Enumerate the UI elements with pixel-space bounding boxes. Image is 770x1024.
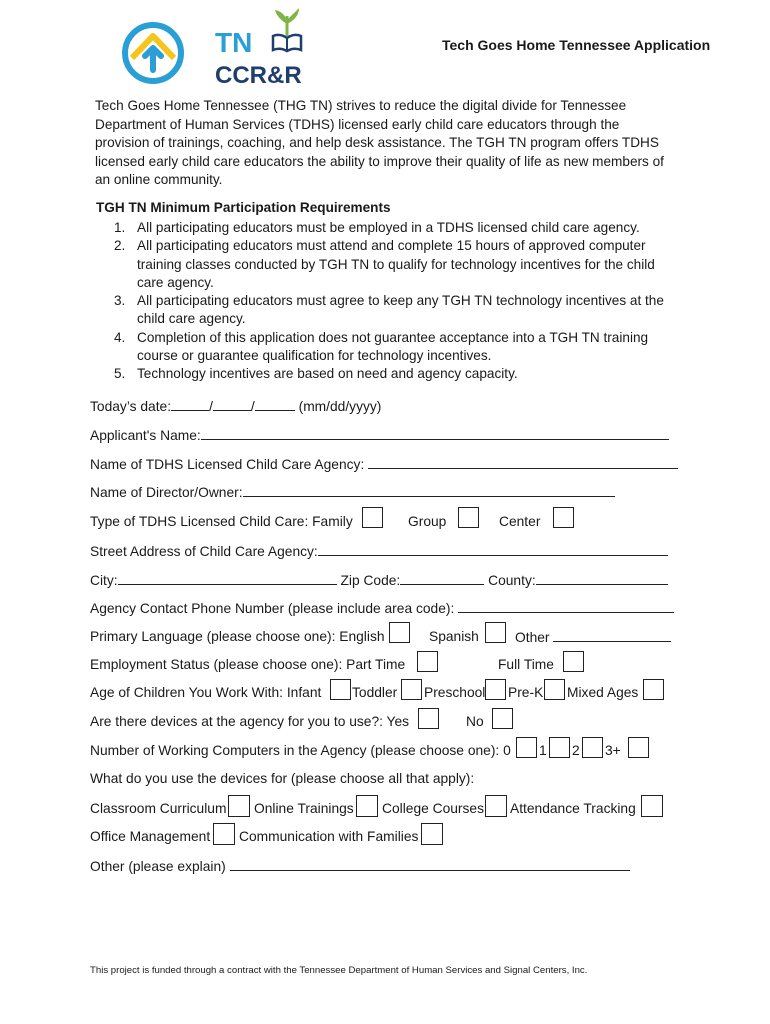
age-prek-checkbox[interactable] bbox=[544, 679, 565, 700]
use-online-label: Online Trainings bbox=[254, 801, 354, 816]
county-label: County: bbox=[488, 573, 536, 588]
city-field[interactable] bbox=[118, 571, 337, 585]
requirement-item: 5. Technology incentives are based on need and agency capacity. bbox=[114, 366, 518, 382]
computers-3-label: 3+ bbox=[605, 743, 621, 758]
use-communication-label: Communication with Families bbox=[239, 829, 419, 844]
use-online-checkbox[interactable] bbox=[356, 795, 378, 817]
zip-label: Zip Code: bbox=[340, 573, 401, 588]
logo-tn-text: TN bbox=[215, 27, 253, 58]
requirement-item: 1. All participating educators must be employed in a TDHS licensed child care agency. bbox=[114, 220, 640, 235]
language-other-label: Other bbox=[515, 630, 550, 645]
devices-label: Are there devices at the agency for you to use?: Yes bbox=[90, 714, 410, 729]
use-office-label: Office Management bbox=[90, 829, 211, 844]
city-label: City: bbox=[90, 573, 118, 588]
use-communication-checkbox[interactable] bbox=[421, 823, 443, 845]
phone-label: Agency Contact Phone Number (please include area code): bbox=[90, 601, 455, 616]
use-curriculum-label: Classroom Curriculum bbox=[90, 801, 227, 816]
computers-2-checkbox[interactable] bbox=[582, 737, 603, 758]
requirement-item: 3. All participating educators must agree to keep any TGH TN technology incentives at the child care agency. bbox=[114, 293, 664, 327]
computers-0-checkbox[interactable] bbox=[516, 737, 537, 758]
other-explain-label: Other (please explain) bbox=[90, 859, 226, 874]
devices-no-checkbox[interactable] bbox=[492, 708, 513, 729]
tn-ccrr-logo bbox=[213, 6, 323, 88]
care-center-checkbox[interactable] bbox=[553, 507, 574, 528]
language-english-checkbox[interactable] bbox=[389, 622, 410, 643]
computers-1-label: 1 bbox=[539, 743, 547, 758]
agency-name-label: Name of TDHS Licensed Child Care Agency: bbox=[90, 457, 365, 472]
computers-label: Number of Working Computers in the Agency (please choose one): 0 bbox=[90, 743, 511, 758]
employment-fulltime-label: Full Time bbox=[498, 657, 554, 672]
logo-ccrr-text: CCR&R bbox=[215, 62, 302, 88]
county-field[interactable] bbox=[536, 571, 668, 585]
employment-parttime-checkbox[interactable] bbox=[417, 651, 438, 672]
employment-label: Employment Status (please choose one): Part Time bbox=[90, 657, 406, 672]
date-format-hint: (mm/dd/yyyy) bbox=[298, 399, 382, 414]
age-mixed-checkbox[interactable] bbox=[643, 679, 664, 700]
applicant-name-label: Applicant's Name: bbox=[90, 428, 201, 443]
date-year-field[interactable] bbox=[255, 397, 295, 411]
director-name-label: Name of Director/Owner: bbox=[90, 485, 243, 500]
requirement-item: 4. Completion of this application does not guarantee acceptance into a TGH TN training course or guarantee qualification for technology incentives. bbox=[114, 329, 649, 364]
device-use-label: What do you use the devices for (please choose all that apply): bbox=[90, 771, 475, 786]
care-family-checkbox[interactable] bbox=[362, 507, 383, 528]
date-label: Today’s date: bbox=[90, 399, 172, 414]
applicant-name-field[interactable] bbox=[201, 426, 669, 440]
zip-field[interactable] bbox=[400, 571, 484, 585]
phone-row bbox=[90, 599, 674, 618]
computers-1-checkbox[interactable] bbox=[549, 737, 570, 758]
care-center-label: Center bbox=[499, 514, 541, 529]
date-separator: / bbox=[209, 399, 213, 414]
director-name-field[interactable] bbox=[243, 483, 615, 497]
care-group-checkbox[interactable] bbox=[458, 507, 479, 528]
use-curriculum-checkbox[interactable] bbox=[228, 795, 250, 817]
devices-yes-checkbox[interactable] bbox=[418, 708, 439, 729]
computers-2-label: 2 bbox=[572, 743, 580, 758]
employment-fulltime-checkbox[interactable] bbox=[563, 651, 584, 672]
applicant-name-row bbox=[90, 426, 669, 445]
date-month-field[interactable] bbox=[171, 397, 209, 411]
care-type-label: Type of TDHS Licensed Child Care: Family bbox=[90, 514, 353, 529]
language-other-row bbox=[515, 628, 671, 647]
use-college-label: College Courses bbox=[382, 801, 484, 816]
other-explain-row bbox=[90, 857, 630, 876]
age-label: Age of Children You Work With: Infant bbox=[90, 685, 322, 700]
language-spanish-checkbox[interactable] bbox=[485, 622, 506, 643]
requirements-list bbox=[112, 219, 672, 384]
use-college-checkbox[interactable] bbox=[485, 795, 507, 817]
sprout-book-icon bbox=[273, 8, 301, 51]
language-spanish-label: Spanish bbox=[429, 629, 479, 644]
date-separator: / bbox=[250, 399, 255, 414]
application-title: Tech Goes Home Tennessee Application bbox=[442, 37, 711, 53]
date-row bbox=[90, 397, 381, 416]
age-toddler-label: Toddler bbox=[352, 685, 398, 700]
devices-no-label: No bbox=[466, 714, 484, 729]
funding-footer: This project is funded through a contract with the Tennessee Department of Human Services and Signal Centers, Inc. bbox=[90, 965, 588, 976]
house-logo-icon bbox=[118, 18, 188, 88]
requirement-item: 2. All participating educators must attend and complete 15 hours of approved computer training classes conducted by TGH TN to qualify for technology incentives for the child care agency. bbox=[114, 238, 655, 290]
language-label: Primary Language (please choose one): English bbox=[90, 629, 385, 644]
age-preschool-label: Preschool bbox=[424, 685, 486, 700]
use-attendance-label: Attendance Tracking bbox=[510, 801, 636, 816]
care-group-label: Group bbox=[408, 514, 447, 529]
director-row bbox=[90, 483, 615, 502]
computers-3plus-checkbox[interactable] bbox=[628, 737, 649, 758]
date-day-field[interactable] bbox=[213, 397, 251, 411]
street-address-field[interactable] bbox=[318, 542, 668, 556]
intro-paragraph: Tech Goes Home Tennessee (THG TN) strives to reduce the digital divide for Tennessee Department of Human Services (TDHS) licensed early child care educators through the provision of trainings, coaching, and help desk assistance. The TGH TN program offers TDHS licensed early child care educators the ability to improve their quality of life as new members of an online community. bbox=[95, 98, 664, 188]
phone-field[interactable] bbox=[458, 599, 674, 613]
use-office-checkbox[interactable] bbox=[213, 823, 235, 845]
age-preschool-checkbox[interactable] bbox=[485, 679, 506, 700]
requirements-title: TGH TN Minimum Participation Requirements bbox=[96, 200, 391, 215]
age-mixed-label: Mixed Ages bbox=[567, 685, 639, 700]
street-address-row bbox=[90, 542, 668, 561]
language-other-field[interactable] bbox=[553, 628, 671, 642]
city-row bbox=[90, 571, 668, 590]
street-address-label: Street Address of Child Care Agency: bbox=[90, 544, 318, 559]
age-toddler-checkbox[interactable] bbox=[401, 679, 422, 700]
agency-name-row bbox=[90, 455, 678, 474]
use-attendance-checkbox[interactable] bbox=[641, 795, 663, 817]
age-infant-checkbox[interactable] bbox=[330, 679, 351, 700]
other-explain-field[interactable] bbox=[230, 857, 630, 871]
age-prek-label: Pre-K bbox=[508, 685, 544, 700]
agency-name-field[interactable] bbox=[368, 455, 678, 469]
